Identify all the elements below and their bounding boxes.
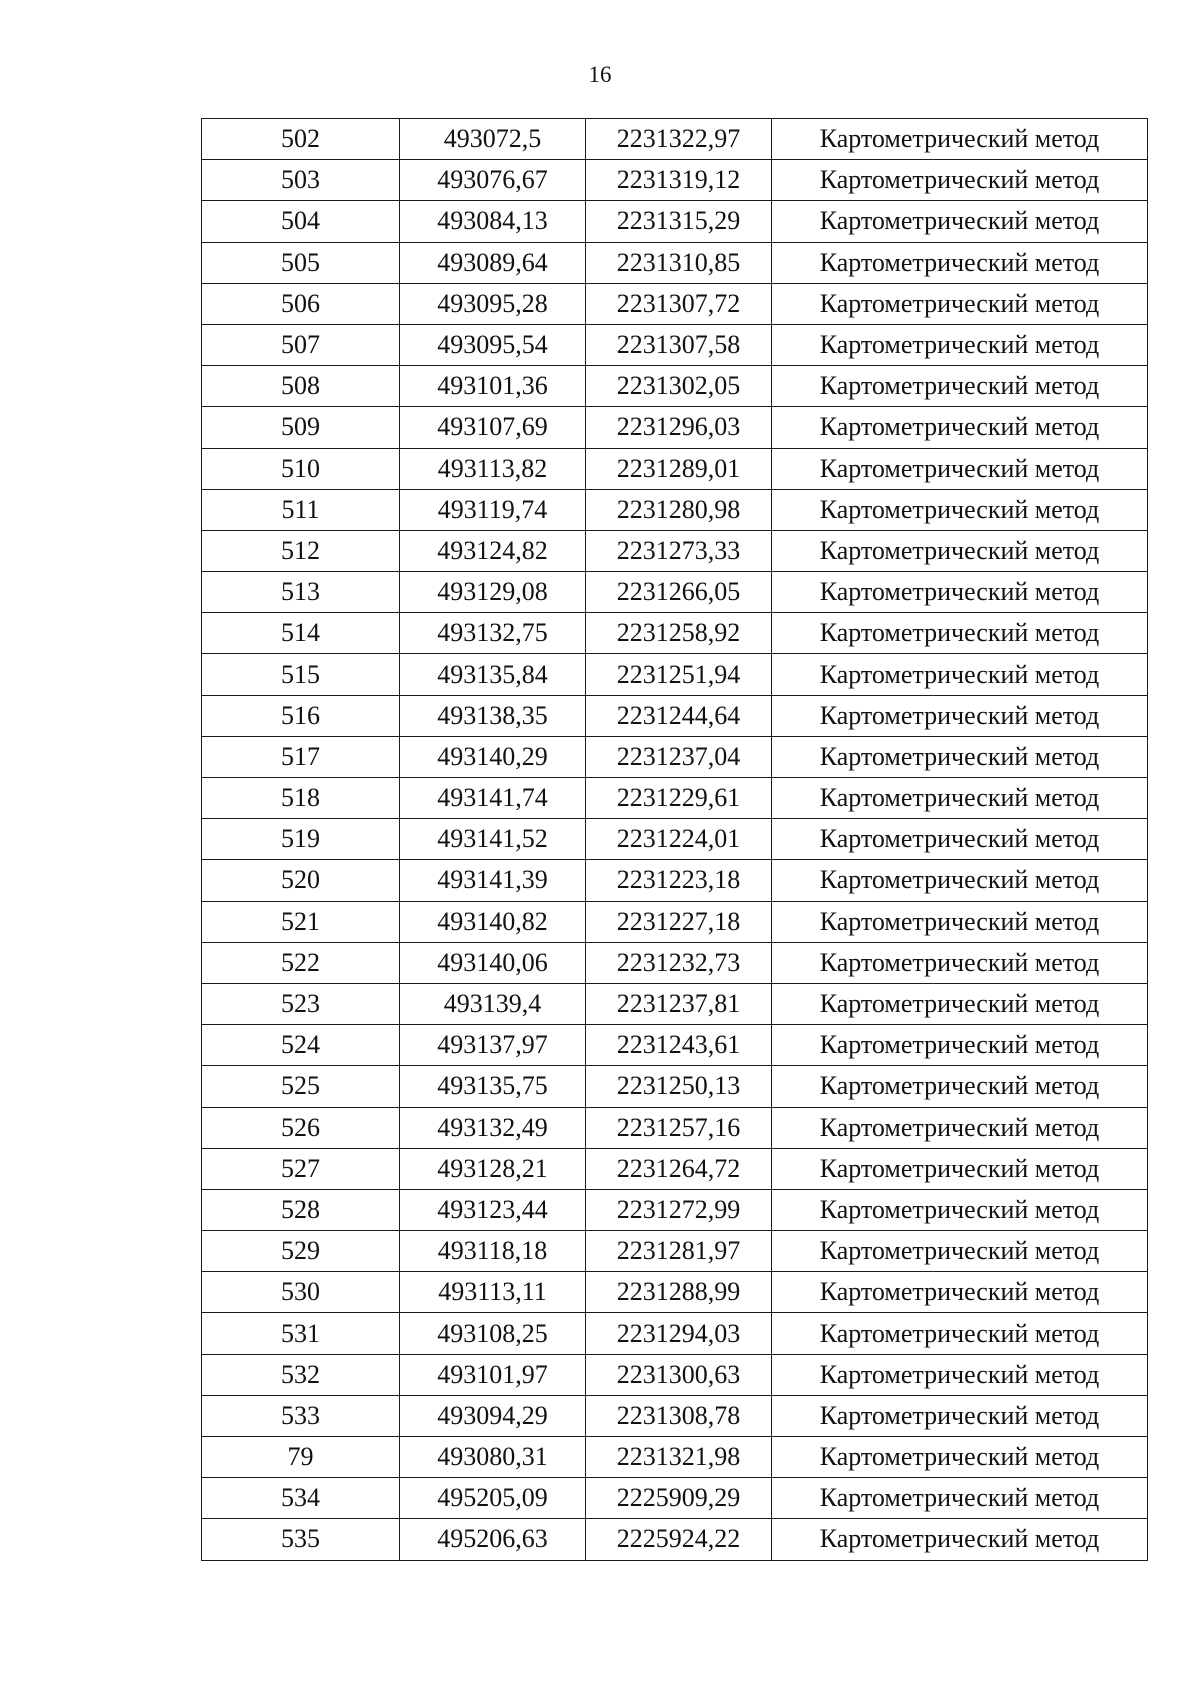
table-row xyxy=(202,1066,1148,1107)
point-number-cell: 515 xyxy=(202,654,400,695)
x-coordinate-cell: 495206,63 xyxy=(400,1519,586,1560)
x-coordinate-cell: 493076,67 xyxy=(400,160,586,201)
method-cell: Картометрический метод xyxy=(772,860,1148,901)
method-cell: Картометрический метод xyxy=(772,1519,1148,1560)
method-cell: Картометрический метод xyxy=(772,1272,1148,1313)
y-coordinate-cell: 2231229,61 xyxy=(586,778,772,819)
y-coordinate-cell: 2231302,05 xyxy=(586,366,772,407)
x-coordinate-cell: 493137,97 xyxy=(400,1025,586,1066)
method-cell: Картометрический метод xyxy=(772,1478,1148,1519)
point-number-cell: 527 xyxy=(202,1148,400,1189)
y-coordinate-cell: 2231307,72 xyxy=(586,283,772,324)
x-coordinate-cell: 493101,97 xyxy=(400,1354,586,1395)
table-row xyxy=(202,1437,1148,1478)
y-coordinate-cell: 2231224,01 xyxy=(586,819,772,860)
method-cell: Картометрический метод xyxy=(772,489,1148,530)
point-number-cell: 507 xyxy=(202,324,400,365)
method-cell: Картометрический метод xyxy=(772,1437,1148,1478)
point-number-cell: 513 xyxy=(202,572,400,613)
table-row xyxy=(202,1025,1148,1066)
method-cell: Картометрический метод xyxy=(772,283,1148,324)
x-coordinate-cell: 493072,5 xyxy=(400,119,586,160)
table-row xyxy=(202,736,1148,777)
x-coordinate-cell: 493118,18 xyxy=(400,1231,586,1272)
y-coordinate-cell: 2231281,97 xyxy=(586,1231,772,1272)
table-row xyxy=(202,1107,1148,1148)
x-coordinate-cell: 493135,75 xyxy=(400,1066,586,1107)
x-coordinate-cell: 493080,31 xyxy=(400,1437,586,1478)
y-coordinate-cell: 2231264,72 xyxy=(586,1148,772,1189)
y-coordinate-cell: 2231308,78 xyxy=(586,1395,772,1436)
y-coordinate-cell: 2231288,99 xyxy=(586,1272,772,1313)
method-cell: Картометрический метод xyxy=(772,1025,1148,1066)
x-coordinate-cell: 493107,69 xyxy=(400,407,586,448)
method-cell: Картометрический метод xyxy=(772,1189,1148,1230)
point-number-cell: 511 xyxy=(202,489,400,530)
method-cell: Картометрический метод xyxy=(772,324,1148,365)
method-cell: Картометрический метод xyxy=(772,1148,1148,1189)
method-cell: Картометрический метод xyxy=(772,901,1148,942)
x-coordinate-cell: 493129,08 xyxy=(400,572,586,613)
table-row xyxy=(202,1519,1148,1560)
method-cell: Картометрический метод xyxy=(772,1395,1148,1436)
method-cell: Картометрический метод xyxy=(772,983,1148,1024)
method-cell: Картометрический метод xyxy=(772,1107,1148,1148)
table-row xyxy=(202,242,1148,283)
table-row xyxy=(202,860,1148,901)
x-coordinate-cell: 493141,39 xyxy=(400,860,586,901)
y-coordinate-cell: 2225924,22 xyxy=(586,1519,772,1560)
method-cell: Картометрический метод xyxy=(772,201,1148,242)
table-row xyxy=(202,324,1148,365)
x-coordinate-cell: 493135,84 xyxy=(400,654,586,695)
table-row xyxy=(202,1231,1148,1272)
table-row xyxy=(202,1189,1148,1230)
point-number-cell: 502 xyxy=(202,119,400,160)
x-coordinate-cell: 493138,35 xyxy=(400,695,586,736)
x-coordinate-cell: 493140,29 xyxy=(400,736,586,777)
y-coordinate-cell: 2231321,98 xyxy=(586,1437,772,1478)
table-row xyxy=(202,366,1148,407)
y-coordinate-cell: 2231237,81 xyxy=(586,983,772,1024)
table-row xyxy=(202,201,1148,242)
table-row xyxy=(202,119,1148,160)
y-coordinate-cell: 2231294,03 xyxy=(586,1313,772,1354)
table-row xyxy=(202,819,1148,860)
table-row xyxy=(202,448,1148,489)
method-cell: Картометрический метод xyxy=(772,366,1148,407)
method-cell: Картометрический метод xyxy=(772,942,1148,983)
point-number-cell: 528 xyxy=(202,1189,400,1230)
table-row xyxy=(202,1478,1148,1519)
x-coordinate-cell: 493139,4 xyxy=(400,983,586,1024)
point-number-cell: 512 xyxy=(202,530,400,571)
method-cell: Картометрический метод xyxy=(772,695,1148,736)
table-row xyxy=(202,160,1148,201)
y-coordinate-cell: 2231250,13 xyxy=(586,1066,772,1107)
coordinates-table xyxy=(201,118,1148,1561)
x-coordinate-cell: 495205,09 xyxy=(400,1478,586,1519)
table-row xyxy=(202,530,1148,571)
coordinates-table-body xyxy=(202,119,1148,1561)
point-number-cell: 505 xyxy=(202,242,400,283)
point-number-cell: 517 xyxy=(202,736,400,777)
table-row xyxy=(202,489,1148,530)
x-coordinate-cell: 493095,54 xyxy=(400,324,586,365)
x-coordinate-cell: 493128,21 xyxy=(400,1148,586,1189)
method-cell: Картометрический метод xyxy=(772,448,1148,489)
point-number-cell: 535 xyxy=(202,1519,400,1560)
point-number-cell: 518 xyxy=(202,778,400,819)
y-coordinate-cell: 2231300,63 xyxy=(586,1354,772,1395)
method-cell: Картометрический метод xyxy=(772,736,1148,777)
point-number-cell: 524 xyxy=(202,1025,400,1066)
y-coordinate-cell: 2231315,29 xyxy=(586,201,772,242)
y-coordinate-cell: 2225909,29 xyxy=(586,1478,772,1519)
x-coordinate-cell: 493140,82 xyxy=(400,901,586,942)
table-row xyxy=(202,283,1148,324)
point-number-cell: 529 xyxy=(202,1231,400,1272)
y-coordinate-cell: 2231258,92 xyxy=(586,613,772,654)
table-row xyxy=(202,572,1148,613)
y-coordinate-cell: 2231243,61 xyxy=(586,1025,772,1066)
y-coordinate-cell: 2231272,99 xyxy=(586,1189,772,1230)
point-number-cell: 520 xyxy=(202,860,400,901)
table-row xyxy=(202,695,1148,736)
method-cell: Картометрический метод xyxy=(772,613,1148,654)
method-cell: Картометрический метод xyxy=(772,1313,1148,1354)
y-coordinate-cell: 2231237,04 xyxy=(586,736,772,777)
point-number-cell: 523 xyxy=(202,983,400,1024)
point-number-cell: 531 xyxy=(202,1313,400,1354)
y-coordinate-cell: 2231251,94 xyxy=(586,654,772,695)
method-cell: Картометрический метод xyxy=(772,654,1148,695)
method-cell: Картометрический метод xyxy=(772,572,1148,613)
x-coordinate-cell: 493132,75 xyxy=(400,613,586,654)
x-coordinate-cell: 493101,36 xyxy=(400,366,586,407)
method-cell: Картометрический метод xyxy=(772,407,1148,448)
table-row xyxy=(202,778,1148,819)
method-cell: Картометрический метод xyxy=(772,1066,1148,1107)
x-coordinate-cell: 493094,29 xyxy=(400,1395,586,1436)
page-number: 16 xyxy=(588,62,612,87)
y-coordinate-cell: 2231289,01 xyxy=(586,448,772,489)
table-row xyxy=(202,983,1148,1024)
table-row xyxy=(202,1395,1148,1436)
y-coordinate-cell: 2231280,98 xyxy=(586,489,772,530)
point-number-cell: 509 xyxy=(202,407,400,448)
y-coordinate-cell: 2231319,12 xyxy=(586,160,772,201)
method-cell: Картометрический метод xyxy=(772,242,1148,283)
x-coordinate-cell: 493132,49 xyxy=(400,1107,586,1148)
x-coordinate-cell: 493108,25 xyxy=(400,1313,586,1354)
y-coordinate-cell: 2231266,05 xyxy=(586,572,772,613)
table-row xyxy=(202,901,1148,942)
point-number-cell: 504 xyxy=(202,201,400,242)
point-number-cell: 534 xyxy=(202,1478,400,1519)
method-cell: Картометрический метод xyxy=(772,119,1148,160)
table-row xyxy=(202,1313,1148,1354)
table-row xyxy=(202,654,1148,695)
point-number-cell: 508 xyxy=(202,366,400,407)
point-number-cell: 526 xyxy=(202,1107,400,1148)
table-row xyxy=(202,613,1148,654)
x-coordinate-cell: 493084,13 xyxy=(400,201,586,242)
method-cell: Картометрический метод xyxy=(772,1231,1148,1272)
table-row xyxy=(202,942,1148,983)
point-number-cell: 530 xyxy=(202,1272,400,1313)
method-cell: Картометрический метод xyxy=(772,778,1148,819)
y-coordinate-cell: 2231227,18 xyxy=(586,901,772,942)
x-coordinate-cell: 493141,74 xyxy=(400,778,586,819)
point-number-cell: 79 xyxy=(202,1437,400,1478)
method-cell: Картометрический метод xyxy=(772,1354,1148,1395)
x-coordinate-cell: 493113,82 xyxy=(400,448,586,489)
method-cell: Картометрический метод xyxy=(772,819,1148,860)
x-coordinate-cell: 493140,06 xyxy=(400,942,586,983)
x-coordinate-cell: 493124,82 xyxy=(400,530,586,571)
x-coordinate-cell: 493119,74 xyxy=(400,489,586,530)
x-coordinate-cell: 493141,52 xyxy=(400,819,586,860)
point-number-cell: 514 xyxy=(202,613,400,654)
x-coordinate-cell: 493095,28 xyxy=(400,283,586,324)
point-number-cell: 533 xyxy=(202,1395,400,1436)
point-number-cell: 506 xyxy=(202,283,400,324)
y-coordinate-cell: 2231322,97 xyxy=(586,119,772,160)
x-coordinate-cell: 493113,11 xyxy=(400,1272,586,1313)
y-coordinate-cell: 2231273,33 xyxy=(586,530,772,571)
table-row xyxy=(202,407,1148,448)
method-cell: Картометрический метод xyxy=(772,160,1148,201)
point-number-cell: 503 xyxy=(202,160,400,201)
table-row xyxy=(202,1272,1148,1313)
y-coordinate-cell: 2231310,85 xyxy=(586,242,772,283)
point-number-cell: 519 xyxy=(202,819,400,860)
point-number-cell: 525 xyxy=(202,1066,400,1107)
table-row xyxy=(202,1148,1148,1189)
y-coordinate-cell: 2231223,18 xyxy=(586,860,772,901)
table-row xyxy=(202,1354,1148,1395)
point-number-cell: 510 xyxy=(202,448,400,489)
y-coordinate-cell: 2231296,03 xyxy=(586,407,772,448)
y-coordinate-cell: 2231244,64 xyxy=(586,695,772,736)
y-coordinate-cell: 2231257,16 xyxy=(586,1107,772,1148)
point-number-cell: 521 xyxy=(202,901,400,942)
point-number-cell: 532 xyxy=(202,1354,400,1395)
x-coordinate-cell: 493089,64 xyxy=(400,242,586,283)
x-coordinate-cell: 493123,44 xyxy=(400,1189,586,1230)
point-number-cell: 516 xyxy=(202,695,400,736)
y-coordinate-cell: 2231307,58 xyxy=(586,324,772,365)
point-number-cell: 522 xyxy=(202,942,400,983)
y-coordinate-cell: 2231232,73 xyxy=(586,942,772,983)
method-cell: Картометрический метод xyxy=(772,530,1148,571)
